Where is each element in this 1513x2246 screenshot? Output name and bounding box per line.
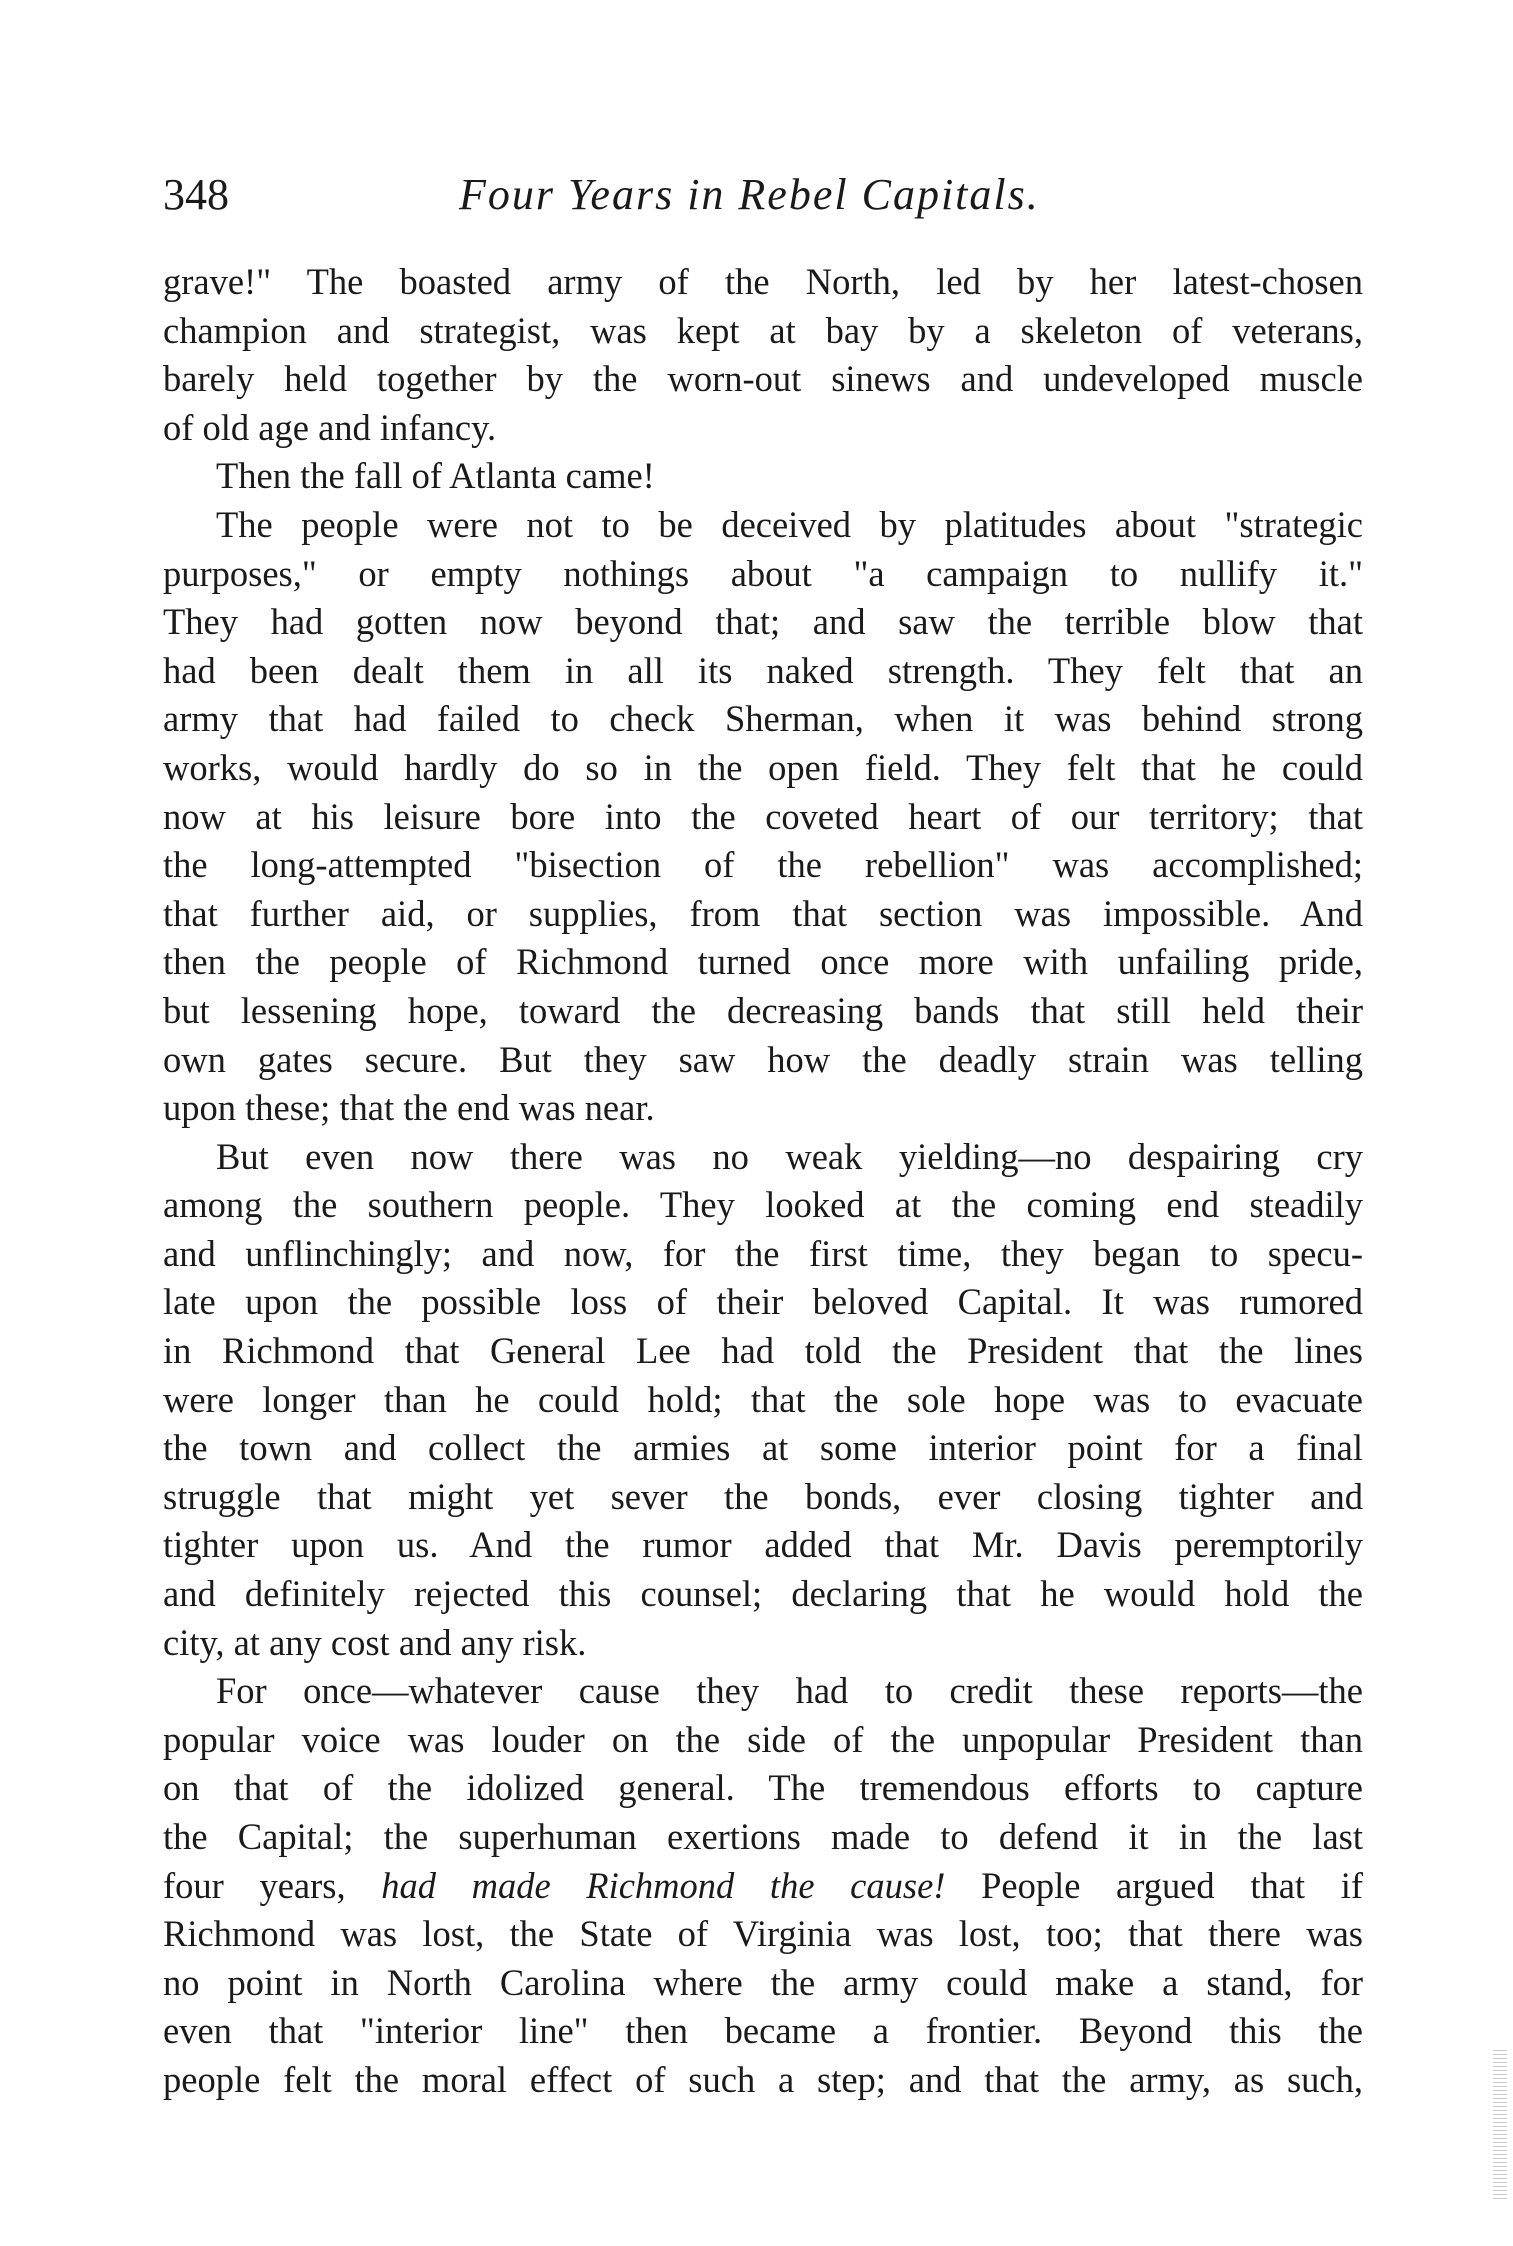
- text-line: For once—whatever cause they had to credit these reports—the: [216, 1670, 1363, 1712]
- text-line: grave!" The boasted army of the North, led by her latest-chosen: [163, 261, 1363, 302]
- text-line: own gates secure. But they saw how the deadly strain was telling: [163, 1038, 1363, 1080]
- text-line: but lessening hope, toward the decreasing bands that still held their: [163, 989, 1363, 1031]
- text-line: barely held together by the worn-out sinews and undeveloped muscle: [163, 358, 1363, 400]
- italic-emphasis: had made Richmond the cause!: [381, 1864, 946, 1906]
- text-line: army that had failed to check Sherman, when it was behind strong: [163, 698, 1363, 740]
- page-number: 348: [163, 170, 229, 219]
- line-lead-text: four years,: [163, 1864, 382, 1906]
- text-line: the long-attempted "bisection of the rebellion" was accomplished;: [163, 844, 1363, 886]
- text-line: then the people of Richmond turned once more with unfailing pride,: [163, 941, 1363, 983]
- text-line: [163, 1862, 1363, 1911]
- text-line: even that "interior line" then became a frontier. Beyond this the: [163, 2010, 1363, 2052]
- scan-edge-artifact: [1493, 2050, 1507, 2200]
- line-tail-text: People argued that if: [981, 1864, 1363, 1906]
- text-line: that further aid, or supplies, from that section was impossible. And: [163, 892, 1363, 934]
- text-line: now at his leisure bore into the coveted heart of our territory; that: [163, 795, 1363, 837]
- text-line: among the southern people. They looked at the coming end steadily: [163, 1184, 1363, 1226]
- text-line: the town and collect the armies at some interior point for a final: [163, 1427, 1363, 1469]
- text-line: were longer than he could hold; that the sole hope was to evacuate: [163, 1378, 1363, 1420]
- text-line: and definitely rejected this counsel; declaring that he would hold the: [163, 1573, 1363, 1615]
- text-line: no point in North Carolina where the army could make a stand, for: [163, 1961, 1363, 2003]
- body-text: [163, 258, 1363, 2105]
- text-line: upon these; that the end was near.: [163, 1087, 655, 1129]
- text-line: in Richmond that General Lee had told the President that the lines: [163, 1330, 1363, 1372]
- text-line: late upon the possible loss of their beloved Capital. It was rumored: [163, 1281, 1363, 1323]
- text-line: But even now there was no weak yielding—no despairing cry: [216, 1135, 1363, 1177]
- text-line: works, would hardly do so in the open field. They felt that he could: [163, 746, 1363, 788]
- running-title: Four Years in Rebel Capitals.: [459, 170, 1040, 219]
- text-line: of old age and infancy.: [163, 406, 497, 448]
- text-line: the Capital; the superhuman exertions made to defend it in the last: [163, 1816, 1363, 1857]
- text-line: on that of the idolized general. The tremendous efforts to capture: [163, 1767, 1363, 1809]
- text-line: Richmond was lost, the State of Virginia was lost, too; that there was: [163, 1913, 1363, 1955]
- text-line: people felt the moral effect of such a step; and that the army, as such,: [163, 2058, 1363, 2100]
- text-line: had been dealt them in all its naked strength. They felt that an: [163, 649, 1363, 691]
- text-line: tighter upon us. And the rumor added that Mr. Davis peremptorily: [163, 1524, 1363, 1566]
- text-line: Then the fall of Atlanta came!: [216, 455, 655, 497]
- text-line: The people were not to be deceived by platitudes about "strategic: [216, 503, 1363, 545]
- text-line: They had gotten now beyond that; and saw the terrible blow that: [163, 601, 1363, 643]
- text-line: champion and strategist, was kept at bay by a skeleton of veterans,: [163, 309, 1363, 351]
- text-line: struggle that might yet sever the bonds, ever closing tighter and: [163, 1475, 1363, 1517]
- text-line: city, at any cost and any risk.: [163, 1621, 587, 1663]
- text-line: and unflinchingly; and now, for the first time, they began to specu-: [163, 1232, 1363, 1274]
- page-header: [163, 165, 1363, 225]
- text-line: purposes," or empty nothings about "a campaign to nullify it.": [163, 552, 1363, 594]
- text-line: popular voice was louder on the side of the unpopular President than: [163, 1718, 1363, 1760]
